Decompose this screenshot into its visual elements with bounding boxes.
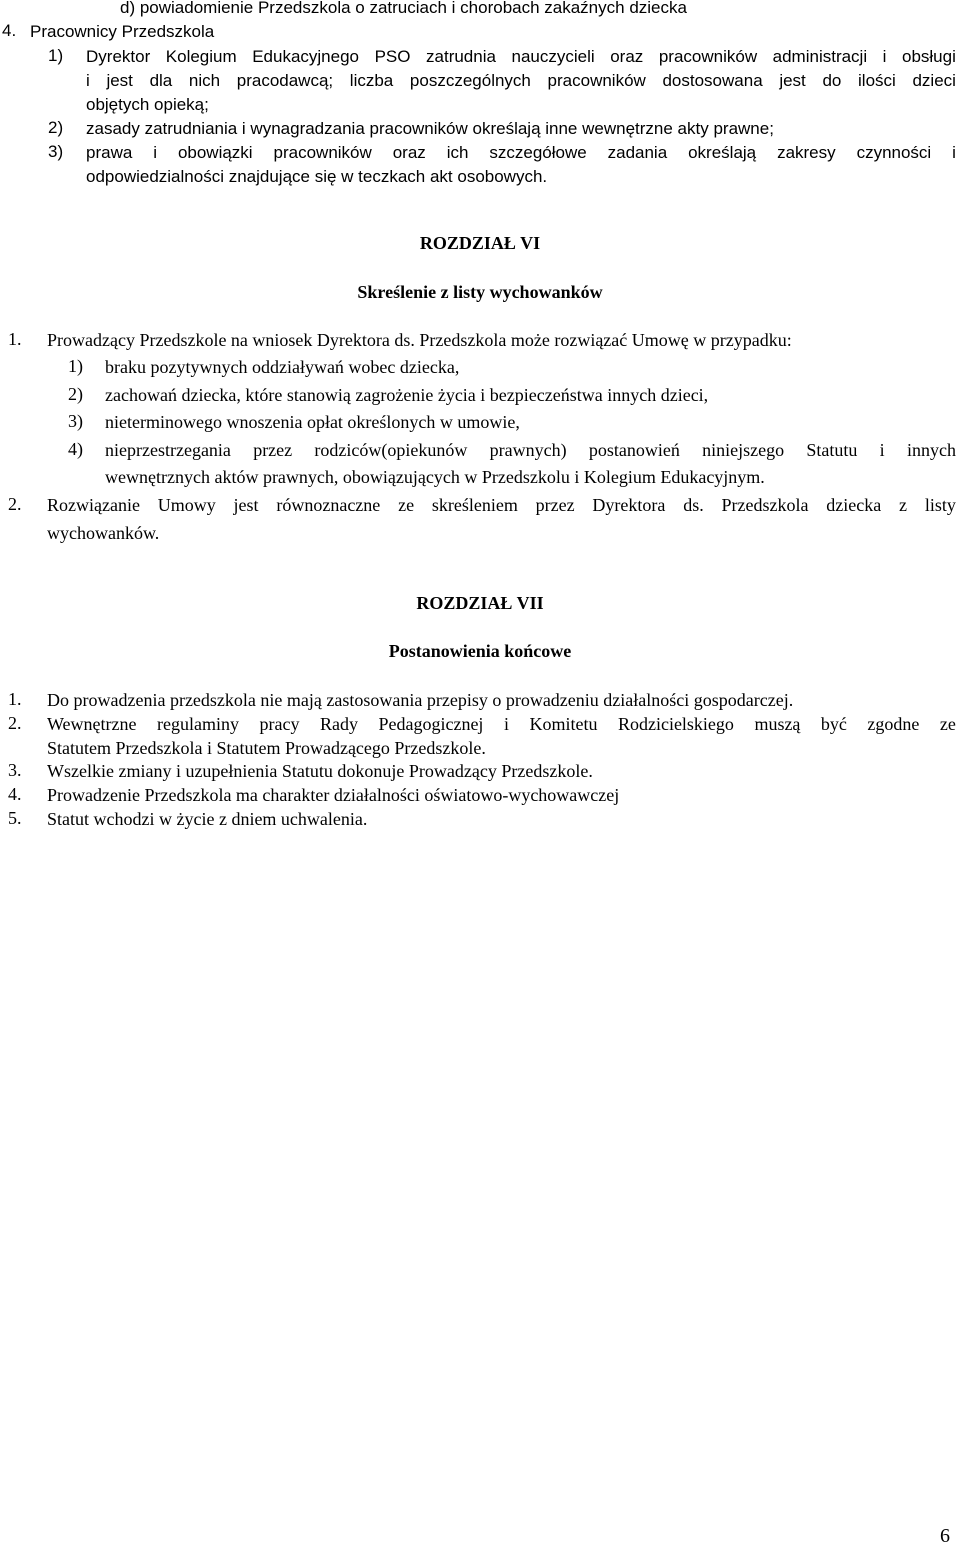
chapter-7-subheading: Postanowienia końcowe	[388, 641, 572, 661]
sub-3-line-1: prawa i obowiązki pracowników oraz ich szczegółowe zadania określają zakresy czynności i	[86, 143, 956, 162]
ch7-p1-text: Do prowadzenia przedszkola nie mają zastosowania przepisy o prowadzeniu działalności gospodarczej.	[47, 690, 794, 710]
ch6-p2-line-2: wychowanków.	[47, 523, 160, 543]
ch6-p2-line-1: Rozwiązanie Umowy jest równoznaczne ze skreśleniem przez Dyrektora ds. Przedszkola dziecka z listy	[47, 495, 956, 515]
ch6-s3-number: 3)	[68, 411, 83, 431]
ch7-p3-text: Wszelkie zmiany i uzupełnienia Statutu dokonuje Prowadzący Przedszkole.	[47, 761, 593, 781]
ch6-s2-number: 2)	[68, 384, 83, 404]
item-4-number: 4.	[2, 21, 17, 40]
sub-1-number: 1)	[48, 46, 64, 65]
sub-1-line-2: i jest dla nich pracodawcą; liczba poszczególnych pracowników dostosowana jest do ilości dzieci	[86, 71, 956, 90]
ch6-p1-number: 1.	[8, 329, 22, 349]
item-d: d) powiadomienie Przedszkola o zatruciach i chorobach zakaźnych dziecka	[120, 0, 687, 17]
sub-2-number: 2)	[48, 118, 64, 137]
ch7-p4-text: Prowadzenie Przedszkola ma charakter działalności oświatowo-wychowawczej	[47, 785, 620, 805]
ch6-p1-text: Prowadzący Przedszkole na wniosek Dyrektora ds. Przedszkola może rozwiązać Umowę w przypadku:	[47, 330, 792, 350]
ch6-s3-text: nieterminowego wnoszenia opłat określonych w umowie,	[105, 412, 520, 432]
sub-1-line-3: objętych opieką;	[86, 95, 209, 114]
chapter-6-heading: ROZDZIAŁ VI	[419, 233, 541, 253]
page-number: 6	[940, 1525, 950, 1547]
ch6-s4-number: 4)	[68, 439, 83, 459]
ch7-p5-number: 5.	[8, 808, 22, 828]
sub-3-number: 3)	[48, 142, 64, 161]
ch6-s2-text: zachowań dziecka, które stanowią zagrożenie życia i bezpieczeństwa innych dzieci,	[105, 385, 709, 405]
ch6-s1-number: 1)	[68, 356, 83, 376]
ch6-s1-text: braku pozytywnych oddziaływań wobec dziecka,	[105, 357, 460, 377]
ch6-s4-line-2: wewnętrznych aktów prawnych, obowiązujących w Przedszkolu i Kolegium Edukacyjnym.	[105, 467, 765, 487]
ch7-p4-number: 4.	[8, 784, 22, 804]
sub-3-line-2: odpowiedzialności znajdujące się w teczkach akt osobowych.	[86, 167, 548, 186]
ch7-p1-number: 1.	[8, 689, 22, 709]
ch6-p2-number: 2.	[8, 494, 22, 514]
chapter-7-heading: ROZDZIAŁ VII	[416, 593, 544, 613]
chapter-6-subheading: Skreślenie z listy wychowanków	[357, 282, 603, 302]
ch7-p2-line-1: Wewnętrzne regulaminy pracy Rady Pedagogicznej i Komitetu Rodzicielskiego muszą być zgodne ze	[47, 714, 956, 734]
ch7-p2-number: 2.	[8, 713, 22, 733]
item-4-text: Pracownicy Przedszkola	[30, 22, 215, 41]
sub-1-line-1: Dyrektor Kolegium Edukacyjnego PSO zatrudnia nauczycieli oraz pracowników administracji i obsługi	[86, 47, 956, 66]
ch7-p3-number: 3.	[8, 760, 22, 780]
ch7-p2-line-2: Statutem Przedszkola i Statutem Prowadzącego Przedszkole.	[47, 738, 486, 758]
ch7-p5-text: Statut wchodzi w życie z dniem uchwalenia.	[47, 809, 368, 829]
ch6-s4-line-1: nieprzestrzegania przez rodziców(opiekunów prawnych) postanowień niniejszego Statutu i innych	[105, 440, 956, 460]
sub-2-text: zasady zatrudniania i wynagradzania pracowników określają inne wewnętrzne akty prawne;	[86, 119, 774, 138]
